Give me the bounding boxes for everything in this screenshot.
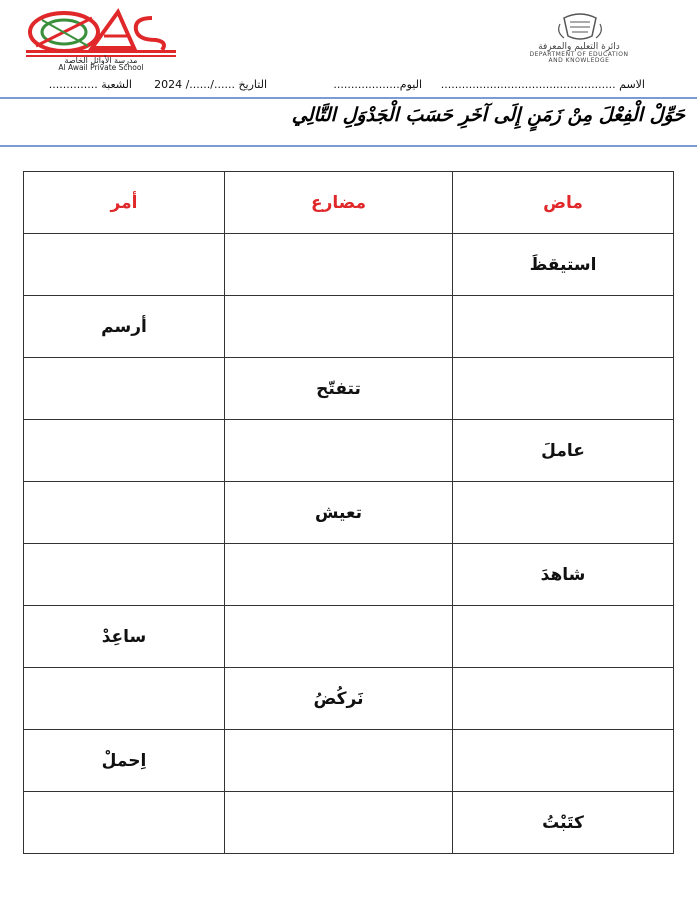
table-row [24, 606, 674, 668]
header-divider-bottom [0, 145, 697, 147]
table-row [24, 296, 674, 358]
past-cell[interactable]: شاهدَ [453, 544, 674, 606]
table-row [24, 420, 674, 482]
table-row [24, 792, 674, 854]
table-header-row [24, 172, 674, 234]
present-cell[interactable] [225, 420, 453, 482]
section-field[interactable]: الشعبة .............. [48, 78, 132, 91]
department-name-english-line2: AND KNOWLEDGE [548, 57, 610, 64]
day-field[interactable]: اليوم................... [333, 78, 422, 91]
table-row [24, 482, 674, 544]
past-cell[interactable] [453, 668, 674, 730]
past-cell[interactable] [453, 296, 674, 358]
present-cell[interactable]: تعيش [225, 482, 453, 544]
header-divider-top [0, 97, 697, 99]
present-cell[interactable] [225, 296, 453, 358]
date-field[interactable]: التاريخ ....../....../ 2024 [154, 78, 267, 91]
imperative-cell[interactable] [24, 792, 225, 854]
past-cell[interactable]: استيقظَ [453, 234, 674, 296]
present-cell[interactable] [225, 792, 453, 854]
department-name-english-line1: DEPARTMENT OF EDUCATION [529, 51, 629, 58]
imperative-cell[interactable] [24, 544, 225, 606]
past-cell[interactable] [453, 358, 674, 420]
column-header-present: مضارع [225, 172, 453, 234]
imperative-cell[interactable] [24, 668, 225, 730]
imperative-cell[interactable] [24, 482, 225, 544]
verb-tense-table [23, 171, 674, 854]
school-name-arabic: مدرسة الأوائل الخاصة [64, 56, 138, 65]
imperative-cell[interactable]: ساعِدْ [24, 606, 225, 668]
table-row [24, 668, 674, 730]
imperative-cell[interactable]: اِحملْ [24, 730, 225, 792]
present-cell[interactable] [225, 234, 453, 296]
column-header-imperative: أمر [24, 172, 225, 234]
table-row [24, 544, 674, 606]
past-cell[interactable]: كتَبْتُ [453, 792, 674, 854]
past-cell[interactable] [453, 482, 674, 544]
exercise-instruction: حَوِّلْ الْفِعْلَ مِنْ زَمَنٍ إِلَى آخَرِ حَسَبَ الْجَدْوَلِ التَّالِي [291, 104, 685, 126]
present-cell[interactable]: تتفتّح [225, 358, 453, 420]
present-cell[interactable] [225, 606, 453, 668]
imperative-cell[interactable]: أرسم [24, 296, 225, 358]
present-cell[interactable] [225, 730, 453, 792]
column-header-past: ماض [453, 172, 674, 234]
student-name-field[interactable]: الاسم .................................................. [440, 78, 645, 91]
past-cell[interactable] [453, 730, 674, 792]
imperative-cell[interactable] [24, 358, 225, 420]
present-cell[interactable]: نَركُضُ [225, 668, 453, 730]
department-name-arabic: دائرة التعليم والمعرفة [538, 42, 620, 52]
table-row [24, 234, 674, 296]
present-cell[interactable] [225, 544, 453, 606]
past-cell[interactable]: عاملَ [453, 420, 674, 482]
imperative-cell[interactable] [24, 234, 225, 296]
past-cell[interactable] [453, 606, 674, 668]
table-row [24, 358, 674, 420]
imperative-cell[interactable] [24, 420, 225, 482]
table-row [24, 730, 674, 792]
school-name-english: Al Awail Private School [58, 63, 144, 72]
